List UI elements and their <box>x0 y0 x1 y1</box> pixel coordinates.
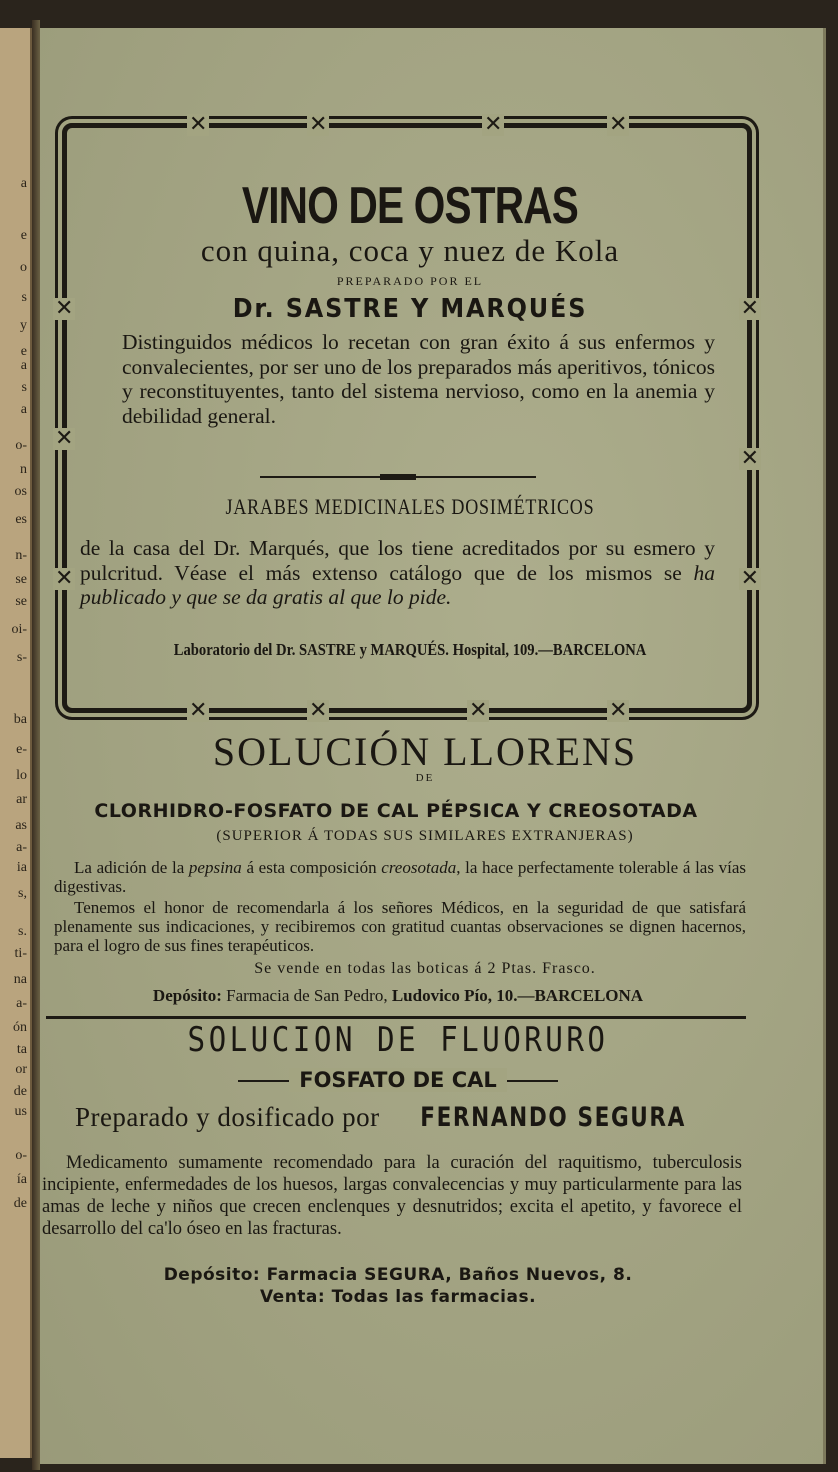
left-page-fragment: ia <box>16 860 27 875</box>
fluoruro-sale-line: Venta: Todas las farmacias. <box>259 1287 537 1307</box>
left-page-fragment: a <box>20 176 27 191</box>
left-page-fragment: o- <box>15 438 27 453</box>
left-page-fragment: n <box>20 462 27 477</box>
deposit-address: Ludovico Pío, 10.—BARCELONA <box>391 986 644 1005</box>
doctor-name: Dr. SASTRE Y MARQUÉS <box>232 294 588 324</box>
left-page-fragment: e- <box>16 742 27 757</box>
frame-ornament-icon: ✕ <box>740 296 759 321</box>
italic-text: pepsina <box>188 858 242 877</box>
left-page-fragment: or <box>15 1062 27 1077</box>
left-page-fragment: o <box>20 260 27 275</box>
left-page-fragment: es <box>15 512 27 527</box>
left-page-fragment: na <box>13 972 27 987</box>
jarabes-title: JARABES MEDICINALES DOSIMÉTRICOS <box>225 494 595 519</box>
left-page-fragment: s- <box>16 650 27 665</box>
left-page-fragment: s <box>21 290 27 305</box>
frame-ornament-icon: ✕ <box>309 112 328 137</box>
left-page-fragment: s. <box>18 924 27 939</box>
preparado-text: Preparado y dosificado por <box>74 1102 387 1132</box>
vino-description: Distinguidos médicos lo recetan con gran éxito á sus enfermos y convalecientes, por ser uno de los preparados más aperitivos, tónicos y reconstituyentes, tanto del sistema nervioso, como en la anemia y debilidad general. <box>122 330 715 428</box>
book-gutter <box>32 20 40 1470</box>
frame-ornament-icon: ✕ <box>609 112 628 137</box>
llorens-subtitle: CLORHIDRO-FOSFATO DE CAL PÉPSICA Y CREOSOTADA <box>94 800 698 822</box>
left-page-fragment: de <box>13 1196 27 1211</box>
deposit-text: Farmacia de San Pedro, <box>221 986 392 1005</box>
fluoruro-title: SOLUCION DE FLUORURO <box>187 1020 609 1060</box>
preparer-name: FERNANDO SEGURA <box>420 1102 686 1133</box>
jarabes-text: de la casa del Dr. Marqués, que los tiene acreditados por su esmero y pulcritud. Véase el más extenso catálogo que de los mismos se <box>80 536 715 585</box>
left-page-fragment: a- <box>16 840 27 855</box>
frame-ornament-icon: ✕ <box>55 426 74 451</box>
llorens-paragraph-2: Tenemos el honor de recomendarla á los señores Médicos, en la seguridad de que satisfará plenamente sus indicaciones, y recibiremos con gratitud cuantas observaciones se dignen hacernos, para el logro de sus fines terapéuticos. <box>54 898 746 955</box>
left-page-fragment: ta <box>16 1042 27 1057</box>
left-page-fragment: a <box>20 402 27 417</box>
left-page-strip <box>0 28 32 1458</box>
fluoruro-deposit <box>48 1264 748 1308</box>
llorens-title: SOLUCIÓN LLORENS <box>212 729 638 774</box>
llorens-superior: (SUPERIOR Á TODAS SUS SIMILARES EXTRANJERAS) <box>216 828 634 844</box>
text: á esta composición <box>241 858 382 877</box>
llorens-paragraph-1 <box>54 858 746 896</box>
left-page-fragment: ía <box>16 1172 27 1187</box>
left-page-fragment: n- <box>15 548 27 563</box>
vino-title: VINO DE OSTRAS <box>241 177 579 235</box>
llorens-de: DE <box>415 772 435 784</box>
jarabes-italic-text: ha publicado y que se da gratis al que lo pide. <box>80 560 715 609</box>
italic-text: creosotada <box>381 858 457 877</box>
left-page-fragment: y <box>20 318 27 333</box>
text: , la hace perfectamente tolerable á las vías digestivas. <box>54 858 746 896</box>
left-page-fragment: a <box>20 358 27 373</box>
prepared-by: PREPARADO POR EL <box>336 274 484 288</box>
left-page-fragment: ar <box>16 792 27 807</box>
left-page-fragment: a- <box>16 996 27 1011</box>
left-page-fragment: oi- <box>11 622 27 637</box>
llorens-price: Se vende en todas las boticas á 2 Ptas. Frasco. <box>254 960 596 977</box>
fosfato-label: FOSFATO DE CAL <box>289 1068 507 1092</box>
frame-ornament-icon: ✕ <box>609 698 628 723</box>
left-page-fragment: de <box>13 1084 27 1099</box>
fluoruro-deposit-line: Depósito: Farmacia SEGURA, Baños Nuevos, 8. <box>163 1265 633 1285</box>
preparado-por <box>44 1102 750 1133</box>
frame-ornament-icon: ✕ <box>55 296 74 321</box>
jarabes-description <box>80 536 715 610</box>
advertisement-page <box>40 28 826 1464</box>
laboratory-address: Laboratorio del Dr. SASTRE y MARQUÉS. Hospital, 109.—BARCELONA <box>173 640 647 659</box>
frame-ornament-icon: ✕ <box>740 446 759 471</box>
section-divider <box>46 1016 746 1019</box>
left-page-fragment: s, <box>18 886 27 901</box>
left-page-fragment: e <box>20 228 27 243</box>
fluoruro-description: Medicamento sumamente recomendado para la curación del raquitismo, tuberculosis incipiente, enfermedades de los huesos, largas convalecencias y muy particularmente para las amas de leche y niños que crecen enclenques y desnutridos; excita el apetito, y favorece el desarrollo del ca'lo óseo en las fracturas. <box>42 1153 742 1239</box>
llorens-deposit <box>48 986 748 1006</box>
left-page-fragment: ti- <box>14 946 27 961</box>
left-page-fragment: ba <box>13 712 27 727</box>
frame-ornament-icon: ✕ <box>189 112 208 137</box>
fosfato-label-wrap <box>48 1068 748 1092</box>
fosfato-heading <box>48 1068 748 1094</box>
frame-ornament-icon: ✕ <box>484 112 503 137</box>
deposit-label: Depósito: <box>152 986 222 1005</box>
left-page-fragment: ón <box>13 1020 27 1035</box>
frame-ornament-icon: ✕ <box>469 698 488 723</box>
frame-ornament-icon: ✕ <box>55 566 74 591</box>
left-page-fragment: s <box>21 380 27 395</box>
left-page-fragment: as <box>15 818 27 833</box>
left-page-fragment: us <box>14 1104 27 1119</box>
left-page-fragment: os <box>14 484 27 499</box>
left-page-fragment: se <box>15 594 27 609</box>
left-page-fragment: se <box>15 572 27 587</box>
vino-subtitle: con quina, coca y nuez de Kola <box>200 233 620 268</box>
left-page-fragment: lo <box>16 768 27 783</box>
frame-ornament-icon: ✕ <box>309 698 328 723</box>
divider <box>260 476 536 478</box>
frame-ornament-icon: ✕ <box>740 566 759 591</box>
text: La adición de la <box>74 858 189 877</box>
frame-ornament-icon: ✕ <box>189 698 208 723</box>
left-page-fragment: o- <box>15 1148 27 1163</box>
left-page-fragment: e <box>20 344 27 359</box>
